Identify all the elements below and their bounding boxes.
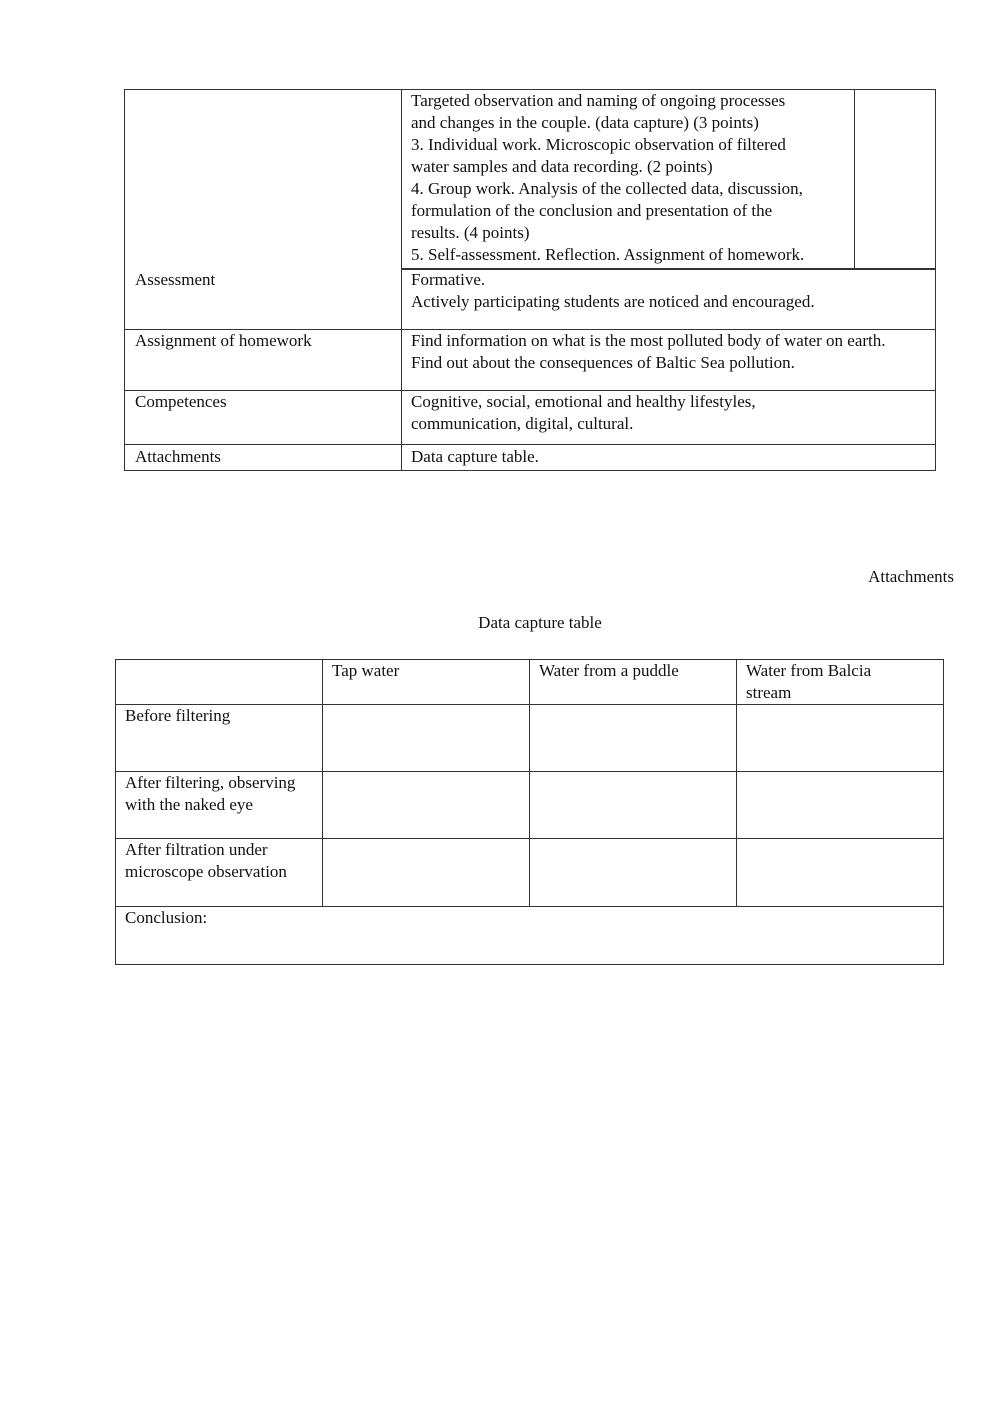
row-header-line: Before filtering xyxy=(125,706,231,725)
column-divider xyxy=(401,90,402,470)
competences-label xyxy=(135,391,227,413)
data-capture-table xyxy=(115,659,944,965)
data-cell xyxy=(323,839,530,907)
column-header-tap-water xyxy=(323,660,530,705)
process-line: water samples and data recording. (2 points) xyxy=(411,157,713,176)
process-line: formulation of the conclusion and presentation of the xyxy=(411,201,773,220)
assessment-value xyxy=(411,269,815,313)
row-value-line: Actively participating students are noticed and encouraged. xyxy=(411,292,815,311)
homework-label xyxy=(135,330,312,352)
process-line: 4. Group work. Analysis of the collected data, discussion, xyxy=(411,179,803,198)
row-header-line: with the naked eye xyxy=(125,795,253,814)
process-line: 5. Self-assessment. Reflection. Assignment of homework. xyxy=(411,245,805,264)
assessment-label xyxy=(135,269,215,291)
row-header-after-filtration-microscope xyxy=(116,839,323,907)
column-header-line: stream xyxy=(746,683,792,702)
attachments-value xyxy=(411,446,539,468)
table-header-row xyxy=(116,660,944,705)
process-line: results. (4 points) xyxy=(411,223,530,242)
row-label: Assignment of homework xyxy=(135,331,312,350)
row-label: Competences xyxy=(135,392,227,411)
row-header-after-filtering-naked-eye xyxy=(116,772,323,839)
row-value-line: Data capture table. xyxy=(411,447,539,466)
process-line: and changes in the couple. (data capture) (3 points) xyxy=(411,113,759,132)
row-value-line: Find out about the consequences of Baltic Sea pollution. xyxy=(411,353,795,372)
data-cell xyxy=(530,705,737,772)
data-cell xyxy=(737,772,944,839)
column-header-line: Water from Balcia xyxy=(746,661,872,680)
row-value-line: Cognitive, social, emotional and healthy lifestyles, xyxy=(411,392,756,411)
row-header-line: After filtration under xyxy=(125,840,268,859)
corner-cell xyxy=(116,660,323,705)
lesson-process-cell xyxy=(411,90,804,266)
row-header-line: After filtering, observing xyxy=(125,773,296,792)
data-cell xyxy=(737,705,944,772)
row-header-before-filtering xyxy=(116,705,323,772)
column-header-puddle-water xyxy=(530,660,737,705)
process-line: Targeted observation and naming of ongoing processes xyxy=(411,91,786,110)
column-header-stream-water xyxy=(737,660,944,705)
data-cell xyxy=(737,839,944,907)
column-header-line: Water from a puddle xyxy=(539,661,679,680)
row-value-line: Formative. xyxy=(411,270,486,289)
data-cell xyxy=(323,705,530,772)
table-row xyxy=(116,705,944,772)
conclusion-row xyxy=(116,907,944,965)
process-line: 3. Individual work. Microscopic observation of filtered xyxy=(411,135,786,154)
competences-value xyxy=(411,391,756,435)
data-cell xyxy=(530,772,737,839)
conclusion-cell xyxy=(116,907,944,965)
homework-value xyxy=(411,330,886,374)
row-label: Assessment xyxy=(135,270,216,289)
attachments-label xyxy=(135,446,221,468)
conclusion-label: Conclusion: xyxy=(125,908,208,927)
column-header-line: Tap water xyxy=(332,661,400,680)
attachments-heading: Attachments xyxy=(868,567,954,586)
lesson-plan-table xyxy=(124,89,936,471)
data-cell xyxy=(323,772,530,839)
row-header-line: microscope observation xyxy=(125,862,287,881)
data-capture-caption: Data capture table xyxy=(478,613,602,632)
column-divider-small xyxy=(854,90,855,268)
row-value-line: communication, digital, cultural. xyxy=(411,414,634,433)
data-cell xyxy=(530,839,737,907)
table-row xyxy=(116,839,944,907)
row-divider xyxy=(125,444,935,445)
row-label: Attachments xyxy=(135,447,221,466)
row-value-line: Find information on what is the most polluted body of water on earth. xyxy=(411,331,886,350)
table-row xyxy=(116,772,944,839)
